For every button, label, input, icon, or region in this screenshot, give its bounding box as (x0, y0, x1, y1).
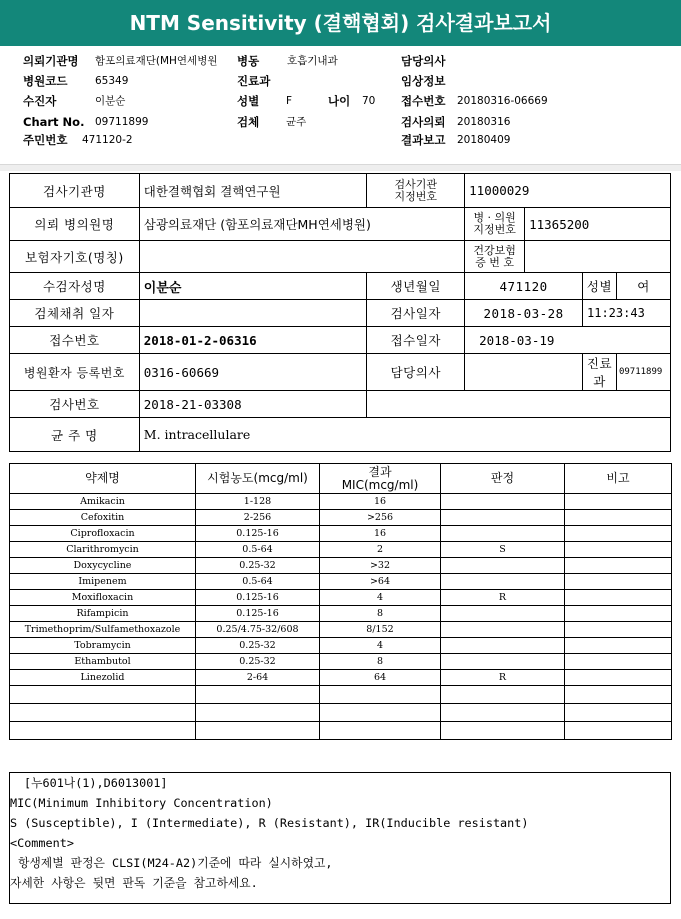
concentration-cell: 0.125-16 (196, 590, 320, 606)
remark-cell (565, 526, 672, 542)
insurer-label: 보험자기호(명칭) (10, 241, 140, 273)
comment-heading: <Comment> (10, 836, 74, 850)
dept-label: 진료과 (237, 74, 271, 88)
hospital-code-value: 11365200 (525, 208, 671, 241)
ward-value: 호흡기내과 (287, 55, 338, 67)
test-no-label: 검사번호 (10, 391, 140, 418)
test-no-blank (367, 391, 671, 418)
drug-name-cell: Linezolid (10, 670, 196, 686)
remark-cell (565, 670, 672, 686)
mic-cell (320, 722, 441, 740)
drug-name-cell: Trimethoprim/Sulfamethoxazole (10, 622, 196, 638)
resident-no-label: 주민번호 (23, 133, 68, 147)
drug-name-cell: Clarithromycin (10, 542, 196, 558)
drug-name-cell: Moxifloxacin (10, 590, 196, 606)
concentration-cell: 0.125-16 (196, 606, 320, 622)
sex-label: 성별 (237, 94, 260, 108)
mic-cell: 8 (320, 654, 441, 670)
interpretation-cell (441, 526, 565, 542)
strain-value: M. intracellulare (139, 418, 670, 452)
remark-cell (565, 622, 672, 638)
test-request-label: 검사의뢰 (401, 115, 446, 129)
table-row (10, 574, 672, 590)
drug-name-cell (10, 722, 196, 740)
attending-doctor-value (465, 354, 583, 391)
table-row (10, 722, 672, 740)
sex-info-value: 여 (616, 273, 670, 300)
drug-name-cell: Amikacin (10, 494, 196, 510)
interpretation-cell (441, 722, 565, 740)
test-time-value: 11:23:43 (583, 300, 671, 327)
drug-sensitivity-table (9, 463, 672, 740)
receipt-no-value: 2018-01-2-06316 (139, 327, 367, 354)
table-row (10, 686, 672, 704)
table-row (10, 704, 672, 722)
remark-cell (565, 606, 672, 622)
drug-name-cell (10, 686, 196, 704)
interpretation-cell (441, 654, 565, 670)
col-drug-name: 약제명 (10, 464, 196, 494)
comment-text-1: 항생제별 판정은 CLSI(M24-A2)기준에 따라 실시하였고, (18, 856, 333, 870)
report-title: NTM Sensitivity (결핵협회) 검사결과보고서 (0, 0, 681, 46)
chart-no-value: 09711899 (95, 116, 149, 128)
dob-label: 생년월일 (367, 273, 465, 300)
dob-value: 471120 (465, 273, 583, 300)
interpretation-cell (441, 574, 565, 590)
header-divider (0, 164, 681, 171)
resident-no-value: 471120-2 (82, 134, 133, 146)
remark-cell (565, 704, 672, 722)
table-row (10, 670, 672, 686)
col-interpretation: 판정 (441, 464, 565, 494)
table-row (10, 494, 672, 510)
registration-label: 병원환자 등록번호 (10, 354, 140, 391)
table-row (10, 510, 672, 526)
department-label: 진료과 (583, 354, 617, 391)
drug-name-cell: Tobramycin (10, 638, 196, 654)
concentration-cell: 0.25-32 (196, 654, 320, 670)
interpretation-cell (441, 494, 565, 510)
hospital-code-label: 병 · 의원 지정번호 (465, 208, 525, 241)
table-row (10, 526, 672, 542)
remark-cell (565, 574, 672, 590)
remark-cell (565, 638, 672, 654)
mic-cell: >256 (320, 510, 441, 526)
sex-value: F (286, 95, 293, 107)
result-report-value: 20180409 (457, 134, 511, 146)
drug-name-cell (10, 704, 196, 722)
chart-no-label: Chart No. (23, 115, 85, 129)
remark-cell (565, 654, 672, 670)
receipt-label: 접수번호 (401, 94, 446, 108)
department-value: 09711899 (616, 354, 670, 391)
table-row (10, 542, 672, 558)
patient-label: 수진자 (23, 94, 57, 108)
mic-cell: >32 (320, 558, 441, 574)
remark-cell (565, 558, 672, 574)
remark-cell (565, 542, 672, 558)
strain-label: 균 주 명 (10, 418, 140, 452)
interpretation-cell: R (441, 590, 565, 606)
concentration-cell: 0.5-64 (196, 542, 320, 558)
drug-name-cell: Ciprofloxacin (10, 526, 196, 542)
interpretation-cell (441, 510, 565, 526)
test-request-value: 20180316 (457, 116, 511, 128)
receipt-date-label: 접수일자 (367, 327, 465, 354)
mic-cell: 2 (320, 542, 441, 558)
health-insurance-label: 건강보험 증 번 호 (465, 241, 525, 273)
attending-doctor-label: 담당의사 (367, 354, 465, 391)
patient-value: 이분순 (95, 95, 126, 107)
concentration-cell: 1-128 (196, 494, 320, 510)
age-value: 70 (362, 95, 376, 107)
remark-cell (565, 686, 672, 704)
comment-mic-definition: MIC(Minimum Inhibitory Concentration) (10, 796, 273, 810)
interpretation-cell: S (441, 542, 565, 558)
interpretation-cell (441, 558, 565, 574)
comment-box (9, 772, 671, 904)
lab-code-value: 11000029 (465, 174, 671, 208)
mic-cell: 64 (320, 670, 441, 686)
lab-label: 검사기관명 (10, 174, 140, 208)
lab-code-label: 검사기관 지정번호 (367, 174, 465, 208)
specimen-value: 균주 (286, 116, 307, 128)
interpretation-cell (441, 622, 565, 638)
concentration-cell (196, 722, 320, 740)
result-report-label: 결과보고 (401, 133, 446, 147)
insurer-value (139, 241, 464, 273)
patient-info-table (9, 173, 671, 452)
concentration-cell: 0.125-16 (196, 526, 320, 542)
concentration-cell: 2-256 (196, 510, 320, 526)
name-value: 이분순 (139, 273, 367, 300)
hosp-code-label: 병원코드 (23, 74, 68, 88)
table-row (10, 638, 672, 654)
table-row (10, 590, 672, 606)
test-date-label: 검사일자 (367, 300, 465, 327)
req-org-value: 함포의료재단(MH연세병원 (95, 55, 218, 67)
mic-cell: 4 (320, 590, 441, 606)
lab-value: 대한결핵협회 결핵연구원 (139, 174, 367, 208)
mic-cell: 8 (320, 606, 441, 622)
remark-cell (565, 590, 672, 606)
drug-name-cell: Rifampicin (10, 606, 196, 622)
table-row (10, 622, 672, 638)
ward-label: 병동 (237, 54, 260, 68)
drug-name-cell: Ethambutol (10, 654, 196, 670)
mic-cell (320, 686, 441, 704)
remark-cell (565, 722, 672, 740)
mic-cell: 16 (320, 526, 441, 542)
hosp-code-value: 65349 (95, 75, 129, 87)
interpretation-cell (441, 704, 565, 722)
interpretation-cell (441, 638, 565, 654)
concentration-cell: 0.5-64 (196, 574, 320, 590)
receipt-value: 20180316-06669 (457, 95, 548, 107)
interpretation-cell (441, 606, 565, 622)
collection-date-value (139, 300, 367, 327)
comment-code: [누601나(1),D6013001] (24, 776, 168, 790)
registration-value: 0316-60669 (139, 354, 367, 391)
test-date-value: 2018-03-28 (465, 300, 583, 327)
age-label: 나이 (328, 94, 351, 108)
test-no-value: 2018-21-03308 (139, 391, 367, 418)
table-row (10, 606, 672, 622)
col-remarks: 비고 (565, 464, 672, 494)
receipt-no-label: 접수번호 (10, 327, 140, 354)
health-insurance-value (525, 241, 671, 273)
req-hospital-value: 삼광의료재단 (함포의료재단MH연세병원) (139, 208, 464, 241)
concentration-cell (196, 686, 320, 704)
remark-cell (565, 510, 672, 526)
col-result-mic: 결과 MIC(mcg/ml) (320, 464, 441, 494)
interpretation-cell (441, 686, 565, 704)
drug-name-cell: Doxycycline (10, 558, 196, 574)
table-row (10, 558, 672, 574)
mic-cell: 16 (320, 494, 441, 510)
table-row (10, 654, 672, 670)
concentration-cell: 2-64 (196, 670, 320, 686)
collection-date-label: 검체채취 일자 (10, 300, 140, 327)
specimen-label: 검체 (237, 115, 260, 129)
receipt-date-value: 2018-03-19 (465, 327, 671, 354)
concentration-cell: 0.25/4.75-32/608 (196, 622, 320, 638)
comment-legend: S (Susceptible), I (Intermediate), R (Resistant), IR(Inducible resistant) (10, 816, 529, 830)
mic-cell: >64 (320, 574, 441, 590)
interpretation-cell: R (441, 670, 565, 686)
req-hospital-label: 의뢰 병의원명 (10, 208, 140, 241)
comment-text-2: 자세한 사항은 뒷면 판독 기준을 참고하세요. (10, 876, 258, 890)
col-test-concentration: 시험농도(mcg/ml) (196, 464, 320, 494)
remark-cell (565, 494, 672, 510)
concentration-cell (196, 704, 320, 722)
concentration-cell: 0.25-32 (196, 558, 320, 574)
report-header (0, 46, 681, 164)
drug-name-cell: Cefoxitin (10, 510, 196, 526)
drug-name-cell: Imipenem (10, 574, 196, 590)
name-label: 수검자성명 (10, 273, 140, 300)
mic-cell: 4 (320, 638, 441, 654)
concentration-cell: 0.25-32 (196, 638, 320, 654)
req-org-label: 의뢰기관명 (23, 54, 79, 68)
sex-info-label: 성별 (583, 273, 617, 300)
mic-cell (320, 704, 441, 722)
clinical-label: 임상정보 (401, 74, 446, 88)
mic-cell: 8/152 (320, 622, 441, 638)
doctor-label: 담당의사 (401, 54, 446, 68)
